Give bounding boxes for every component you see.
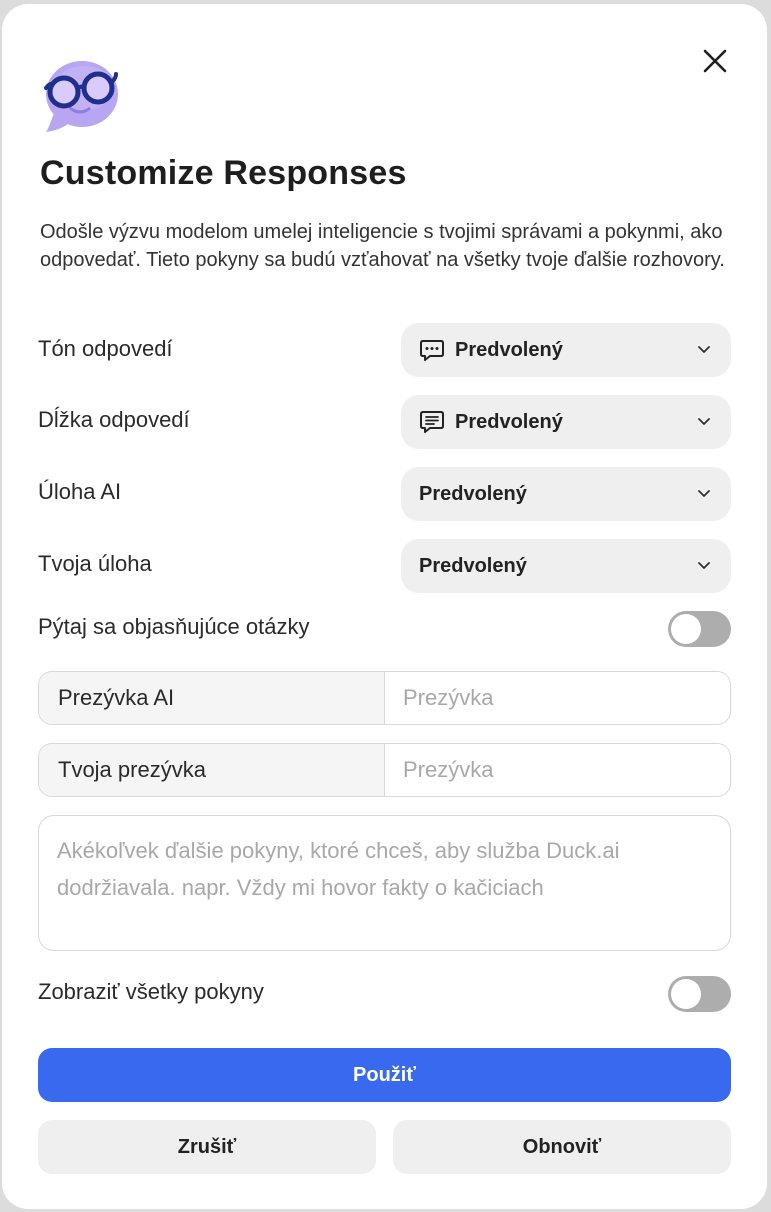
dialog-title: Customize Responses	[40, 154, 407, 192]
ai-role-label: Úloha AI	[38, 479, 122, 504]
duck-ai-logo-icon	[40, 58, 120, 136]
customize-responses-dialog	[2, 4, 767, 1209]
length-label: Dĺžka odpovedí	[38, 407, 190, 432]
ai-nickname-label: Prezývka AI	[39, 672, 385, 724]
instructions-textarea[interactable]	[38, 815, 731, 951]
show-all-label: Zobraziť všetky pokyny	[38, 979, 264, 1004]
ai-nickname-field	[38, 671, 731, 725]
close-icon	[702, 48, 728, 74]
your-role-value: Predvolený	[419, 554, 527, 577]
length-select[interactable]	[401, 395, 731, 449]
toggle-knob	[671, 614, 701, 644]
close-button[interactable]	[698, 44, 732, 78]
chevron-down-icon	[697, 558, 713, 574]
your-nickname-label: Tvoja prezývka	[39, 744, 385, 796]
ai-role-select[interactable]	[401, 467, 731, 521]
dialog-description: Odošle výzvu modelom umelej inteligencie s tvojimi správami a pokynmi, ako odpovedať. Tieto pokyny sa budú vzťahovať na všetky tvoje ďalšie rozhovory.	[40, 221, 725, 271]
chevron-down-icon	[697, 414, 713, 430]
toggle-knob	[671, 979, 701, 1009]
reset-button[interactable]: Obnoviť	[393, 1120, 731, 1174]
tone-value: Predvolený	[455, 338, 563, 361]
ask-clarifying-toggle[interactable]	[668, 611, 731, 647]
tone-label: Tón odpovedí	[38, 336, 173, 361]
length-value: Predvolený	[455, 410, 563, 433]
your-nickname-input[interactable]	[385, 744, 730, 796]
text-lines-icon	[419, 409, 445, 435]
cancel-button[interactable]: Zrušiť	[38, 1120, 376, 1174]
ai-role-value: Predvolený	[419, 482, 527, 505]
chevron-down-icon	[697, 342, 713, 358]
tone-select[interactable]	[401, 323, 731, 377]
chevron-down-icon	[697, 486, 713, 502]
ask-clarifying-label: Pýtaj sa objasňujúce otázky	[38, 614, 310, 639]
apply-button[interactable]: Použiť	[38, 1048, 731, 1102]
your-role-select[interactable]	[401, 539, 731, 593]
ai-nickname-input[interactable]	[385, 672, 730, 724]
chat-bubble-icon	[419, 337, 445, 363]
show-all-toggle[interactable]	[668, 976, 731, 1012]
your-nickname-field	[38, 743, 731, 797]
your-role-label: Tvoja úloha	[38, 551, 152, 576]
